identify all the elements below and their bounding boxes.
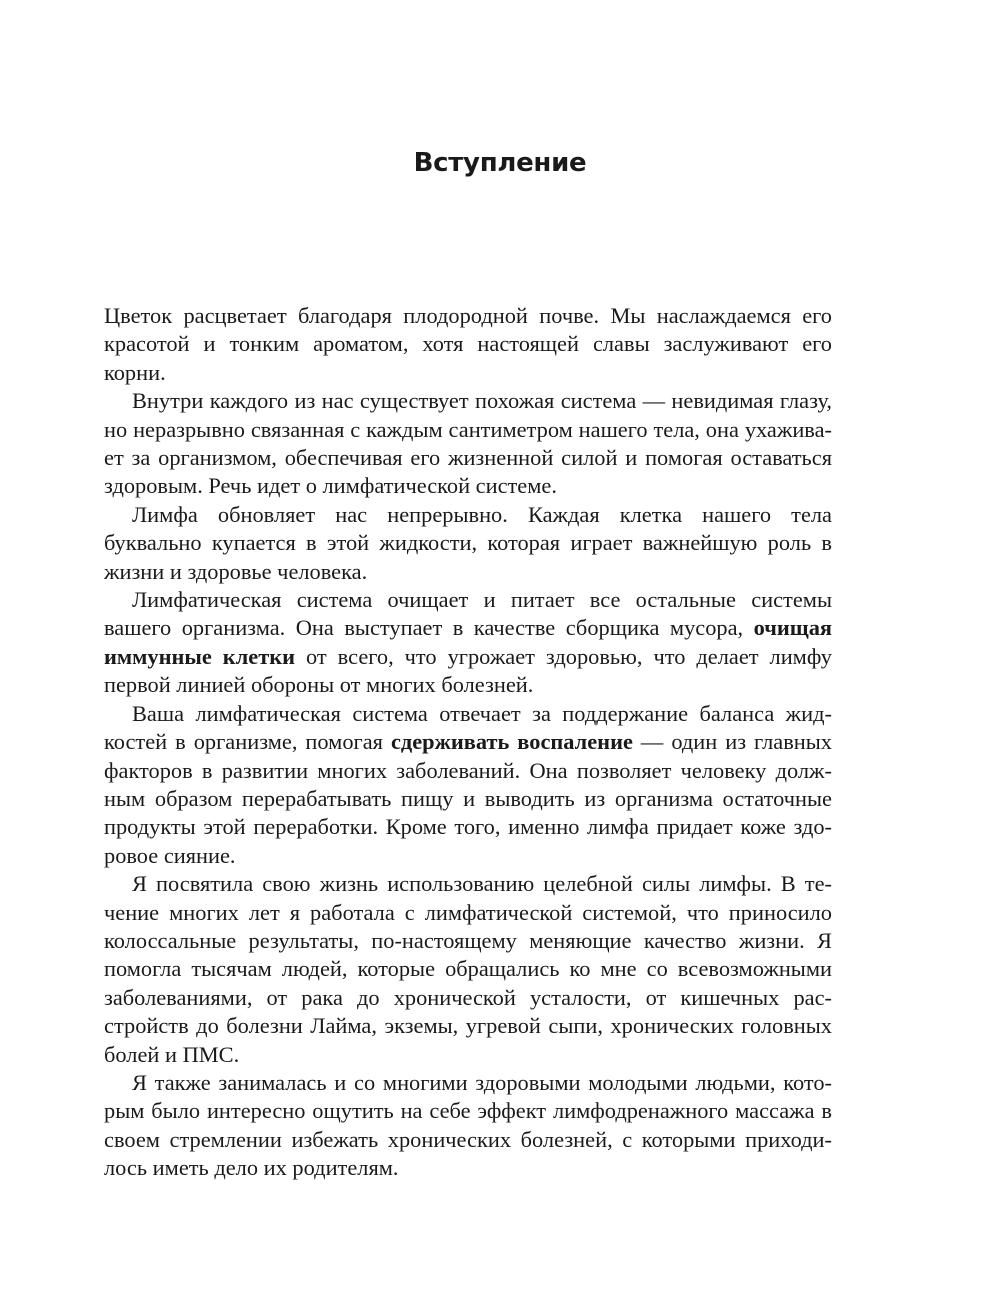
paragraph bbox=[104, 1069, 832, 1183]
paragraph-text: Лимфа обновляет нас непрерывно. Каждая клетка нашего тела буквально купается в этой жидкости, которая играет важнейшую роль в жизни и здоровье человека. bbox=[104, 501, 832, 584]
paragraph bbox=[104, 700, 832, 870]
paragraph-text: Ваша лимфатическая система отвечает за поддержание баланса жидкостей в организме, помогая bbox=[104, 700, 832, 755]
paragraph bbox=[104, 302, 832, 387]
paragraph bbox=[104, 387, 832, 501]
paragraph-text: Внутри каждого из нас существует похожая система — невидимая глазу, но неразрывно связанная с каждым сантиметром нашего тела, она ухаживает за организмом, обеспечивая его жизненной силой и помогая оставаться здоровым. Речь идет о лимфатической системе. bbox=[104, 388, 832, 499]
bold-emphasis: сдерживать воспаление bbox=[390, 729, 633, 755]
chapter-title: Вступление bbox=[413, 148, 587, 178]
paragraph-text: Цветок расцветает благодаря плодородной почве. Мы наслаждаемся его красотой и тонким ароматом, хотя настоящей славы заслуживают его корни. bbox=[104, 303, 832, 385]
bold-emphasis: очищая иммунные клетки bbox=[104, 615, 832, 669]
paragraph bbox=[104, 501, 832, 586]
paragraph-text: Я посвятила свою жизнь использованию целебной силы лимфы. В течение многих лет я работала с лимфатической системой, что приносило колоссальные результаты, по-настоящему меняющие качество жизни. Я помогла тысячам людей, которые обращались ко мне со всевозможными заболеваниями, от рака до хронической усталости, от кишечных расстройств до болезни Лайма, экземы, угревой сыпи, хронических головных болей и ПМС. bbox=[104, 871, 832, 1067]
paragraph bbox=[104, 586, 832, 700]
paragraph-text: — один из главных факторов в развитии многих заболеваний. Она позволяет человеку должным образом перерабатывать пищу и выводить из организма остаточные продукты этой переработки. Кроме того, именно лимфа придает коже здоровое сияние. bbox=[104, 729, 832, 868]
paragraph-text: Я также занималась и со многими здоровыми молодыми людьми, которым было интересно ощутить на себе эффект лимфодренажного массажа в своем стремлении избежать хронических болезней, с которыми приходилось иметь дело их родителям. bbox=[104, 1069, 832, 1181]
paragraph bbox=[104, 870, 832, 1069]
paragraph-text: Лимфатическая система очищает и питает все остальные системы вашего организма. Она выступает в качестве сборщика мусора, bbox=[104, 587, 832, 641]
chapter-body bbox=[104, 302, 832, 1183]
paragraph-text: от всего, что угрожает здоровью, что делает лимфу первой линией обороны от многих болезней. bbox=[104, 643, 832, 698]
